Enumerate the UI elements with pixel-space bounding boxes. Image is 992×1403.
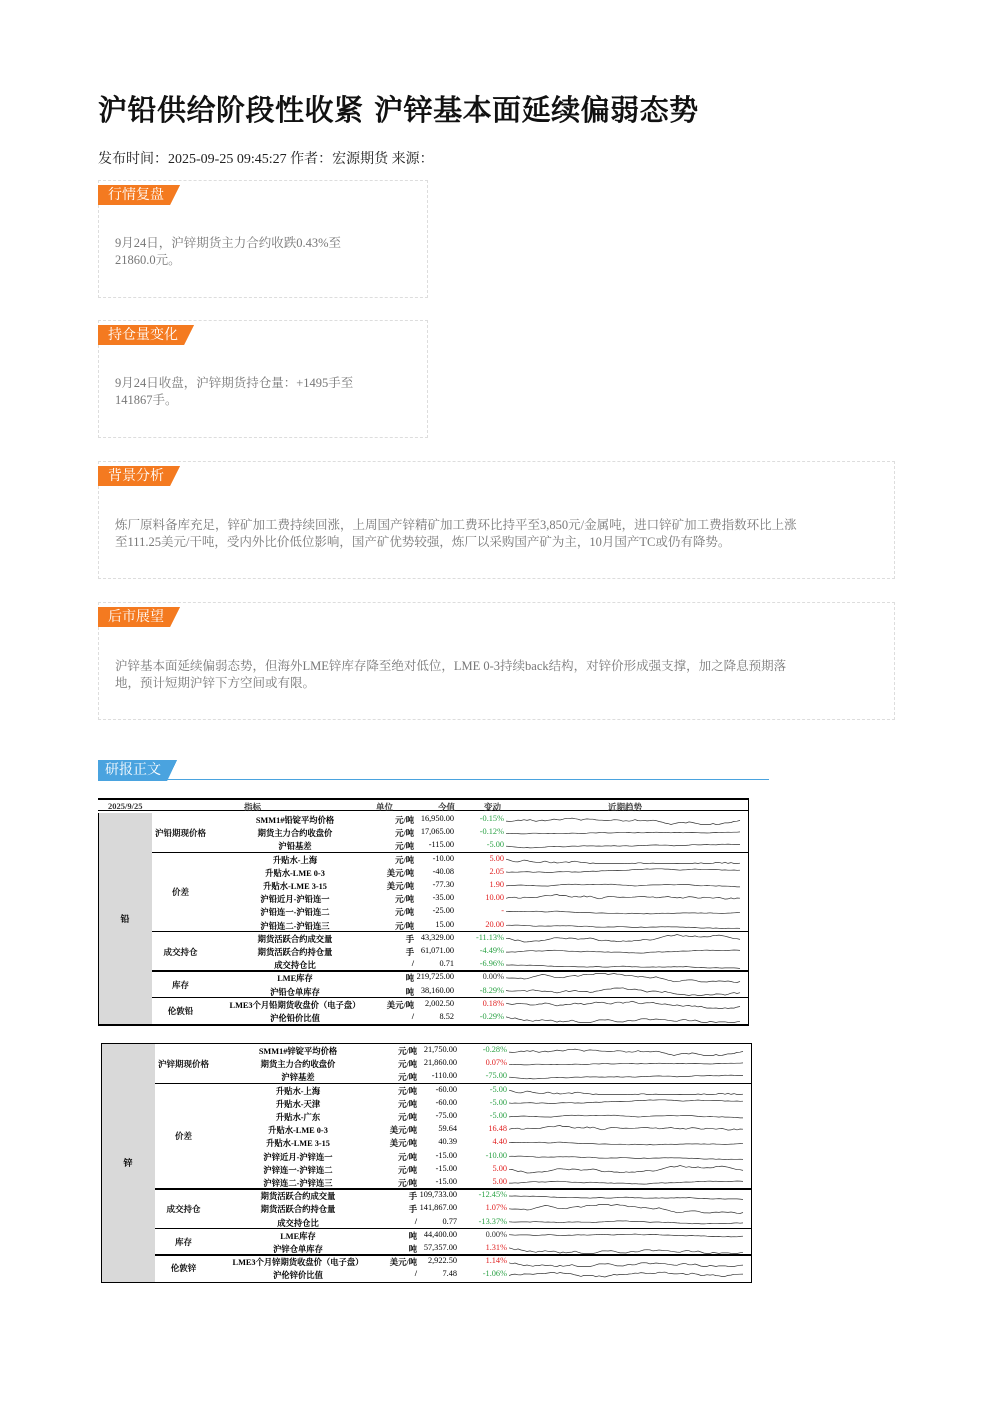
trend-sparkline xyxy=(506,1012,746,1024)
row-change: 0.07% xyxy=(485,1058,507,1068)
row-indicator: 沪锌仓单库存 xyxy=(273,1245,323,1254)
row-unit: 元/吨 xyxy=(398,1099,417,1109)
trend-sparkline xyxy=(509,1058,749,1070)
metal-category: 锌 xyxy=(101,1044,155,1282)
tag-corner xyxy=(170,466,180,486)
trend-line xyxy=(509,1247,743,1253)
article-meta: 发布时间：2025-09-25 09:45:27 作者：宏源期货 来源： xyxy=(98,152,434,167)
row-group-label: 沪铅期现价格 xyxy=(152,813,209,853)
row-unit: 美元/吨 xyxy=(386,882,414,891)
row-today-value: -110.00 xyxy=(431,1071,457,1081)
row-today-value: 0.71 xyxy=(439,959,454,969)
row-group-label: 库存 xyxy=(152,971,209,997)
section-tag-label: 行情复盘 xyxy=(98,185,170,205)
row-indicator: LME库存 xyxy=(280,1231,316,1241)
row-change: 4.40 xyxy=(492,1137,507,1147)
row-today-value: -35.00 xyxy=(432,893,454,903)
section-text-line: 9月24日收盘，沪锌期货持仓量：+1495手至 xyxy=(115,376,354,390)
row-change: 0.00% xyxy=(485,1229,507,1239)
row-indicator: 升贴水-LME 0-3 xyxy=(268,1126,328,1136)
row-unit: 元/吨 xyxy=(398,1047,417,1056)
row-unit: 手 xyxy=(408,1192,417,1202)
header-unit: 单位 xyxy=(376,802,394,812)
row-indicator: 沪伦铅价比值 xyxy=(270,1014,320,1023)
row-today-value: 15.00 xyxy=(435,919,454,929)
row-group-label: 伦敦铅 xyxy=(152,998,209,1024)
row-indicator: 成交持仓比 xyxy=(274,961,316,971)
row-today-value: 2,922.50 xyxy=(427,1256,457,1266)
trend-line xyxy=(506,935,740,943)
row-indicator: 沪锌近月-沪锌连一 xyxy=(263,1152,333,1162)
row-indicator: 沪锌连一-沪锌连二 xyxy=(263,1165,333,1175)
row-indicator: LME3个月铅期货收盘价（电子盘） xyxy=(229,1000,361,1010)
tag-corner xyxy=(170,185,180,205)
trend-line xyxy=(509,1063,743,1065)
row-today-value: 44,400.00 xyxy=(423,1229,457,1239)
section-text-line: 21860.0元。 xyxy=(115,253,181,267)
trend-sparkline xyxy=(509,1137,749,1149)
row-unit: / xyxy=(414,1216,417,1226)
trend-sparkline xyxy=(506,880,746,892)
row-indicator: 升贴水-LME 3-15 xyxy=(266,1139,330,1149)
row-change: -5.00 xyxy=(486,840,504,850)
row-change: -13.37% xyxy=(478,1216,507,1226)
row-today-value: 2,002.50 xyxy=(424,998,454,1008)
row-indicator: 升贴水-LME 0-3 xyxy=(265,868,325,878)
trend-sparkline xyxy=(509,1243,749,1255)
table-bottom-border xyxy=(101,1282,752,1284)
article-title: 沪铅供给阶段性收紧 沪锌基本面延续偏弱态势 xyxy=(98,93,699,127)
trend-sparkline xyxy=(509,1150,749,1162)
row-indicator: 期货主力合约收盘价 xyxy=(257,829,333,839)
trend-line xyxy=(506,884,740,887)
row-change: 1.14% xyxy=(485,1256,507,1266)
row-unit: 手 xyxy=(408,1205,417,1215)
trend-line xyxy=(506,832,740,834)
row-today-value: 21,860.00 xyxy=(423,1058,457,1068)
lead-data-table xyxy=(98,798,749,1024)
row-indicator: 成交持仓比 xyxy=(277,1218,319,1228)
row-indicator: 沪铅仓单库存 xyxy=(270,987,320,997)
table-left-border xyxy=(101,1044,102,1282)
trend-line xyxy=(506,965,740,969)
row-today-value: -77.30 xyxy=(432,880,454,889)
row-today-value: 38,160.00 xyxy=(420,985,454,995)
section-text-line: 至111.25美元/干吨，受内外比价低位影响，国产矿优势较强，炼厂以采购国产矿为主，10月国产TC或仍有降势。 xyxy=(115,535,731,549)
row-indicator: 期货主力合约收盘价 xyxy=(260,1060,336,1070)
row-unit: 手 xyxy=(405,948,414,957)
row-unit: 美元/吨 xyxy=(389,1126,417,1136)
trend-line xyxy=(506,911,740,914)
trend-line xyxy=(506,818,740,824)
row-today-value: -15.00 xyxy=(435,1150,457,1160)
row-unit: 元/吨 xyxy=(395,908,414,918)
trend-line xyxy=(509,1272,743,1277)
header-indicator: 指标 xyxy=(244,802,262,812)
trend-sparkline xyxy=(506,972,746,984)
trend-sparkline xyxy=(509,1203,749,1215)
trend-sparkline xyxy=(509,1045,749,1057)
table-right-border xyxy=(751,1044,752,1282)
row-today-value: 43,329.00 xyxy=(420,932,454,942)
trend-sparkline xyxy=(509,1229,749,1241)
trend-sparkline xyxy=(509,1097,749,1109)
section-tag xyxy=(98,607,180,627)
section-tag-label: 后市展望 xyxy=(98,607,170,627)
row-unit: 元/吨 xyxy=(395,895,414,905)
row-change: -0.28% xyxy=(482,1045,507,1054)
row-indicator: 沪铅连一-沪铅连二 xyxy=(260,908,330,918)
table-bottom-border xyxy=(98,1024,749,1026)
row-today-value: -60.00 xyxy=(435,1097,457,1107)
row-change: 1.90 xyxy=(489,880,504,889)
row-change: 5.00 xyxy=(489,853,504,863)
trend-sparkline xyxy=(509,1124,749,1136)
trend-sparkline xyxy=(506,906,746,918)
trend-line xyxy=(509,1166,743,1174)
trend-line xyxy=(509,1075,743,1079)
row-change: -5.00 xyxy=(489,1097,507,1107)
section-tag-label: 背景分析 xyxy=(98,466,170,486)
row-indicator: 升贴水-上海 xyxy=(275,1086,321,1096)
row-indicator: 沪伦锌价比值 xyxy=(273,1271,323,1281)
row-today-value: 21,750.00 xyxy=(423,1045,457,1054)
row-change: 2.05 xyxy=(489,866,504,876)
trend-line xyxy=(509,1156,743,1160)
trend-line xyxy=(509,1125,743,1130)
row-change: -6.96% xyxy=(479,959,504,969)
section-text-line: 沪锌基本面延续偏弱态势，但海外LME锌库存降至绝对低位，LME 0-3持续back结构，对锌价形成强支撑，加之降息预期落 xyxy=(115,659,787,673)
row-unit: 美元/吨 xyxy=(389,1139,417,1149)
trend-sparkline xyxy=(506,893,746,905)
trend-line xyxy=(509,1100,743,1104)
row-unit: 元/吨 xyxy=(395,855,414,865)
trend-sparkline xyxy=(506,985,746,997)
row-unit: 元/吨 xyxy=(398,1073,417,1083)
row-today-value: 59.64 xyxy=(438,1124,457,1134)
trend-line xyxy=(509,1090,743,1094)
table-date: 2025/9/25 xyxy=(108,801,143,811)
row-today-value: -15.00 xyxy=(435,1163,457,1173)
section-outlook xyxy=(98,602,895,720)
row-change: -5.00 xyxy=(489,1111,507,1120)
section-tag xyxy=(98,466,180,486)
trend-line xyxy=(509,1204,743,1213)
section-text-line: 141867手。 xyxy=(115,393,178,407)
row-group-label: 库存 xyxy=(155,1229,212,1255)
trend-sparkline xyxy=(509,1163,749,1175)
row-today-value: -25.00 xyxy=(432,906,454,916)
trend-sparkline xyxy=(506,866,746,878)
trend-sparkline xyxy=(509,1216,749,1228)
section-tag xyxy=(98,185,180,205)
row-unit: 元/吨 xyxy=(398,1179,417,1188)
row-today-value: -60.00 xyxy=(435,1084,457,1094)
trend-sparkline xyxy=(506,840,746,852)
section-market-review xyxy=(98,180,428,298)
report-divider xyxy=(98,779,769,780)
section-text-line: 9月24日，沪锌期货主力合约收跌0.43%至 xyxy=(115,236,342,250)
trend-line xyxy=(509,1234,743,1237)
row-unit: 元/吨 xyxy=(395,816,414,825)
row-indicator: LME3个月锌期货收盘价（电子盘） xyxy=(232,1258,364,1268)
table-right-border xyxy=(748,800,749,1024)
row-indicator: 期货活跃合约成交量 xyxy=(257,934,333,944)
row-today-value: 8.52 xyxy=(439,1012,454,1021)
section-text-line: 炼厂原料备库充足，锌矿加工费持续回涨，上周国产锌精矿加工费环比持平至3,850元/金属吨，进口锌矿加工费指数环比上涨 xyxy=(115,518,797,532)
trend-line xyxy=(509,1142,743,1145)
trend-line xyxy=(509,1221,743,1224)
row-today-value: 57,357.00 xyxy=(423,1243,457,1252)
trend-sparkline xyxy=(509,1111,749,1123)
row-unit: 美元/吨 xyxy=(386,1000,414,1010)
row-unit: 元/吨 xyxy=(395,921,414,931)
row-indicator: 沪铅近月-沪铅连一 xyxy=(260,895,330,905)
row-change: 20.00 xyxy=(485,919,504,929)
row-today-value: -15.00 xyxy=(435,1177,457,1186)
row-change: 5.00 xyxy=(492,1177,507,1186)
row-change: -0.12% xyxy=(479,827,504,837)
header-trend: 近期趋势 xyxy=(608,802,643,812)
trend-line xyxy=(506,1016,740,1022)
row-change: 0.18% xyxy=(482,998,504,1008)
row-indicator: 沪锌基差 xyxy=(281,1073,315,1083)
table-top-border xyxy=(101,1043,752,1045)
row-change: 10.00 xyxy=(485,893,504,903)
row-group-label: 价差 xyxy=(152,853,209,932)
row-change: -75.00 xyxy=(485,1071,507,1081)
trend-line xyxy=(506,1002,740,1009)
tag-corner xyxy=(184,325,194,345)
trend-sparkline xyxy=(506,946,746,958)
row-indicator: 升贴水-天津 xyxy=(275,1099,321,1109)
row-change: -0.29% xyxy=(479,1012,504,1021)
row-unit: 元/吨 xyxy=(395,829,414,839)
trend-line xyxy=(506,950,740,953)
row-change: -1.06% xyxy=(482,1269,507,1279)
row-unit: 元/吨 xyxy=(398,1152,417,1162)
row-change: -8.29% xyxy=(479,985,504,995)
row-indicator: SMM1#铅锭平均价格 xyxy=(255,816,335,825)
row-today-value: 219,725.00 xyxy=(416,972,454,982)
row-today-value: -75.00 xyxy=(435,1111,457,1120)
report-tag xyxy=(98,760,177,781)
trend-line xyxy=(506,988,740,996)
row-today-value: -115.00 xyxy=(428,840,454,850)
trend-sparkline xyxy=(506,998,746,1010)
tag-corner xyxy=(167,760,177,781)
row-unit: 元/吨 xyxy=(395,842,414,852)
trend-line xyxy=(506,844,740,848)
trend-line xyxy=(506,869,740,873)
trend-sparkline xyxy=(509,1256,749,1268)
trend-line xyxy=(506,925,740,929)
report-tag-label: 研报正文 xyxy=(98,760,167,781)
row-unit: / xyxy=(411,1012,414,1021)
row-indicator: 升贴水-上海 xyxy=(272,855,318,865)
row-indicator: 沪铅连二-沪铅连三 xyxy=(260,921,330,931)
trend-sparkline xyxy=(506,932,746,944)
trend-sparkline xyxy=(509,1269,749,1281)
row-today-value: 109,733.00 xyxy=(419,1190,457,1200)
metal-category: 铅 xyxy=(98,813,152,1024)
row-change: -11.13% xyxy=(475,932,504,942)
zinc-data-table xyxy=(101,1042,752,1282)
row-indicator: 升贴水-广东 xyxy=(275,1113,321,1122)
row-unit: 吨 xyxy=(405,987,414,997)
row-today-value: 141,867.00 xyxy=(419,1203,457,1213)
trend-line xyxy=(506,973,740,982)
row-change: - xyxy=(501,906,504,916)
row-change: 16.48 xyxy=(488,1124,507,1134)
section-open-interest xyxy=(98,320,428,438)
trend-line xyxy=(509,1196,743,1200)
row-change: 1.07% xyxy=(485,1203,507,1213)
trend-sparkline xyxy=(506,814,746,826)
trend-line xyxy=(509,1262,743,1266)
row-change: -10.00 xyxy=(485,1150,507,1160)
row-change: -0.15% xyxy=(479,814,504,823)
row-group-label: 价差 xyxy=(155,1084,212,1190)
row-today-value: 7.48 xyxy=(442,1269,457,1279)
section-tag xyxy=(98,325,194,345)
row-group-label: 成交持仓 xyxy=(155,1189,212,1229)
row-indicator: 期货活跃合约持仓量 xyxy=(257,948,333,957)
row-change: 0.00% xyxy=(482,972,504,982)
row-indicator: 沪铅基差 xyxy=(278,842,312,852)
row-today-value: -10.00 xyxy=(432,853,454,863)
trend-line xyxy=(509,1115,743,1118)
trend-line xyxy=(509,1049,743,1055)
row-indicator: 期货活跃合约成交量 xyxy=(260,1192,336,1202)
row-unit: 美元/吨 xyxy=(389,1258,417,1268)
header-today: 今值 xyxy=(438,802,456,812)
row-change: 5.00 xyxy=(492,1163,507,1173)
row-indicator: 升贴水-LME 3-15 xyxy=(263,882,327,891)
row-unit: 吨 xyxy=(405,974,414,984)
row-unit: / xyxy=(414,1269,417,1279)
trend-sparkline xyxy=(506,959,746,971)
row-unit: / xyxy=(411,959,414,969)
row-unit: 吨 xyxy=(408,1231,417,1241)
section-tag-label: 持仓量变化 xyxy=(98,325,184,345)
trend-sparkline xyxy=(509,1071,749,1083)
trend-sparkline xyxy=(506,853,746,865)
row-unit: 元/吨 xyxy=(398,1086,417,1096)
row-today-value: 61,071.00 xyxy=(420,946,454,955)
row-today-value: 16,950.00 xyxy=(420,814,454,823)
row-change: -12.45% xyxy=(478,1190,507,1200)
tag-corner xyxy=(170,607,180,627)
trend-line xyxy=(506,894,740,899)
row-change: -4.49% xyxy=(479,946,504,955)
row-unit: 美元/吨 xyxy=(386,868,414,878)
trend-sparkline xyxy=(509,1177,749,1189)
row-today-value: -40.08 xyxy=(432,866,454,876)
row-indicator: 沪锌连二-沪锌连三 xyxy=(263,1179,333,1188)
trend-sparkline xyxy=(509,1190,749,1202)
trend-line xyxy=(506,859,740,863)
trend-sparkline xyxy=(506,919,746,931)
table-left-border xyxy=(98,813,99,1024)
trend-line xyxy=(509,1181,743,1184)
row-indicator: LME库存 xyxy=(277,974,313,984)
row-unit: 手 xyxy=(405,934,414,944)
row-group-label: 沪锌期现价格 xyxy=(155,1044,212,1084)
trend-sparkline xyxy=(506,827,746,839)
row-change: 1.31% xyxy=(485,1243,507,1252)
row-indicator: SMM1#锌锭平均价格 xyxy=(258,1047,338,1056)
row-today-value: 17,065.00 xyxy=(420,827,454,837)
row-today-value: 0.77 xyxy=(442,1216,457,1226)
row-change: -5.00 xyxy=(489,1084,507,1094)
row-unit: 元/吨 xyxy=(398,1113,417,1122)
row-indicator: 期货活跃合约持仓量 xyxy=(260,1205,336,1215)
row-unit: 吨 xyxy=(408,1245,417,1254)
row-group-label: 伦敦锌 xyxy=(155,1255,212,1281)
row-today-value: 40.39 xyxy=(438,1137,457,1147)
row-group-label: 成交持仓 xyxy=(152,932,209,972)
header-change: 变动 xyxy=(484,802,502,812)
row-unit: 元/吨 xyxy=(398,1165,417,1175)
section-text-line: 地，预计短期沪锌下方空间或有限。 xyxy=(115,676,316,690)
section-background xyxy=(98,461,895,579)
row-unit: 元/吨 xyxy=(398,1060,417,1070)
table-header xyxy=(98,798,749,811)
trend-sparkline xyxy=(509,1084,749,1096)
